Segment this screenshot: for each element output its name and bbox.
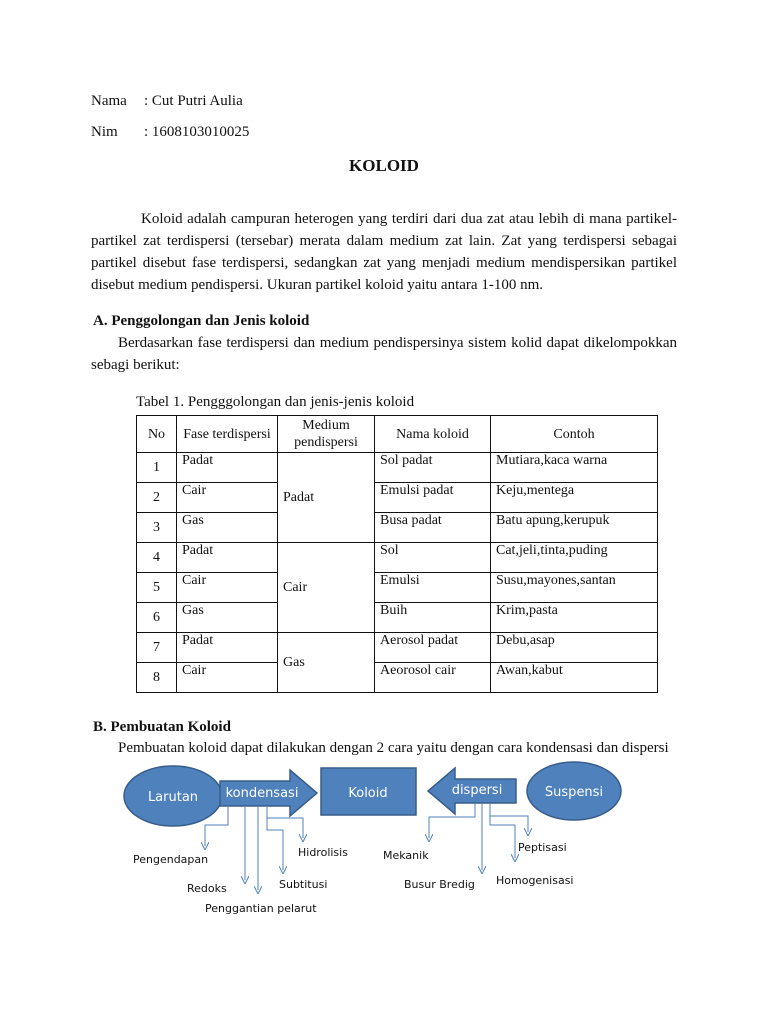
cell-nama: Aeorosol cair bbox=[375, 663, 491, 693]
peptisasi-connector bbox=[490, 816, 528, 832]
koloid-table bbox=[136, 415, 658, 693]
cell-nama: Sol padat bbox=[375, 453, 491, 483]
method-penggantian-pelarut: Penggantian pelarut bbox=[205, 902, 317, 915]
cell-no: 8 bbox=[137, 663, 177, 693]
cell-contoh: Krim,pasta bbox=[491, 603, 658, 633]
cell-fase: Cair bbox=[177, 663, 278, 693]
kondensasi-label: kondensasi bbox=[225, 786, 299, 801]
cell-no: 2 bbox=[137, 483, 177, 513]
table-row bbox=[137, 663, 658, 693]
cell-medium: Padat bbox=[278, 453, 375, 543]
cell-no: 6 bbox=[137, 603, 177, 633]
cell-contoh: Debu,asap bbox=[491, 633, 658, 663]
section-a-text: Berdasarkan fase terdispersi dan medium pendispersinya sistem kolid dapat dikelompokkan sebagi berikut: bbox=[91, 335, 677, 373]
cell-nama: Busa padat bbox=[375, 513, 491, 543]
cell-fase: Cair bbox=[177, 483, 278, 513]
method-subtitusi: Subtitusi bbox=[279, 878, 328, 891]
table-row bbox=[137, 513, 658, 543]
method-hidrolisis: Hidrolisis bbox=[298, 846, 348, 859]
section-b-heading: B. Pembuatan Koloid bbox=[93, 719, 231, 735]
table-row bbox=[137, 453, 658, 483]
nim-label: Nim bbox=[91, 124, 118, 140]
cell-fase: Gas bbox=[177, 513, 278, 543]
larutan-label: Larutan bbox=[147, 790, 199, 805]
cell-fase: Padat bbox=[177, 453, 278, 483]
cell-no: 5 bbox=[137, 573, 177, 603]
cell-nama: Aerosol padat bbox=[375, 633, 491, 663]
method-homogenisasi: Homogenisasi bbox=[496, 874, 574, 887]
koloid-label: Koloid bbox=[348, 786, 388, 801]
cell-contoh: Mutiara,kaca warna bbox=[491, 453, 658, 483]
cell-fase: Padat bbox=[177, 633, 278, 663]
nim-line bbox=[91, 124, 249, 141]
header-no: No bbox=[137, 416, 177, 453]
cell-fase: Cair bbox=[177, 573, 278, 603]
cell-contoh: Keju,mentega bbox=[491, 483, 658, 513]
cell-no: 3 bbox=[137, 513, 177, 543]
cell-contoh: Batu apung,kerupuk bbox=[491, 513, 658, 543]
name-label: Nama bbox=[91, 93, 127, 109]
table-row bbox=[137, 633, 658, 663]
section-a-heading: A. Penggolongan dan Jenis koloid bbox=[93, 313, 310, 329]
cell-contoh: Susu,mayones,santan bbox=[491, 573, 658, 603]
cell-nama: Sol bbox=[375, 543, 491, 573]
page-title: KOLOID bbox=[349, 156, 419, 175]
dispersi-branches bbox=[429, 803, 528, 870]
intro-paragraph: Koloid adalah campuran heterogen yang terdiri dari dua zat atau lebih di mana partikel-partikel zat terdispersi (tersebar) merata dalam medium zat lain. Zat yang terdispersi sebagai partikel disebut fase terdispersi, sedangkan zat yang menjadi medium mendispersikan partikel disebut medium pendispersi. Ukuran partikel koloid yaitu antara 1-100 nm. bbox=[91, 211, 677, 293]
dispersi-label: dispersi bbox=[451, 783, 503, 798]
table-row bbox=[137, 543, 658, 573]
hidrolisis-connector bbox=[267, 818, 303, 838]
table-row bbox=[137, 573, 658, 603]
method-busur-bredig: Busur Bredig bbox=[404, 878, 475, 891]
cell-contoh: Awan,kabut bbox=[491, 663, 658, 693]
cell-medium: Cair bbox=[278, 543, 375, 633]
nim-value: : 1608103010025 bbox=[144, 124, 250, 140]
cell-fase: Gas bbox=[177, 603, 278, 633]
cell-nama: Buih bbox=[375, 603, 491, 633]
cell-medium: Gas bbox=[278, 633, 375, 693]
name-line bbox=[91, 93, 243, 110]
header-contoh: Contoh bbox=[491, 416, 658, 453]
cell-nama: Emulsi bbox=[375, 573, 491, 603]
header-fase: Fase terdispersi bbox=[177, 416, 278, 453]
method-mekanik: Mekanik bbox=[383, 849, 429, 862]
koloid-process-diagram bbox=[0, 760, 768, 930]
subtitusi-connector bbox=[267, 806, 283, 870]
table-caption: Tabel 1. Pengggolongan dan jenis-jenis koloid bbox=[136, 394, 415, 410]
method-pengendapan: Pengendapan bbox=[133, 853, 209, 866]
cell-no: 7 bbox=[137, 633, 177, 663]
section-b-text: Pembuatan koloid dapat dilakukan dengan 2 cara yaitu dengan cara kondensasi dan dispersi bbox=[118, 740, 669, 756]
table-row bbox=[137, 483, 658, 513]
cell-contoh: Cat,jeli,tinta,puding bbox=[491, 543, 658, 573]
name-value: : Cut Putri Aulia bbox=[144, 93, 243, 109]
table-row bbox=[137, 603, 658, 633]
homogenisasi-connector bbox=[490, 803, 515, 858]
header-nama: Nama koloid bbox=[375, 416, 491, 453]
cell-fase: Padat bbox=[177, 543, 278, 573]
method-peptisasi: Peptisasi bbox=[518, 841, 567, 854]
suspensi-label: Suspensi bbox=[544, 785, 604, 800]
header-medium: Medium pendispersi bbox=[278, 416, 375, 453]
method-redoks: Redoks bbox=[187, 882, 227, 895]
cell-no: 1 bbox=[137, 453, 177, 483]
cell-nama: Emulsi padat bbox=[375, 483, 491, 513]
cell-no: 4 bbox=[137, 543, 177, 573]
